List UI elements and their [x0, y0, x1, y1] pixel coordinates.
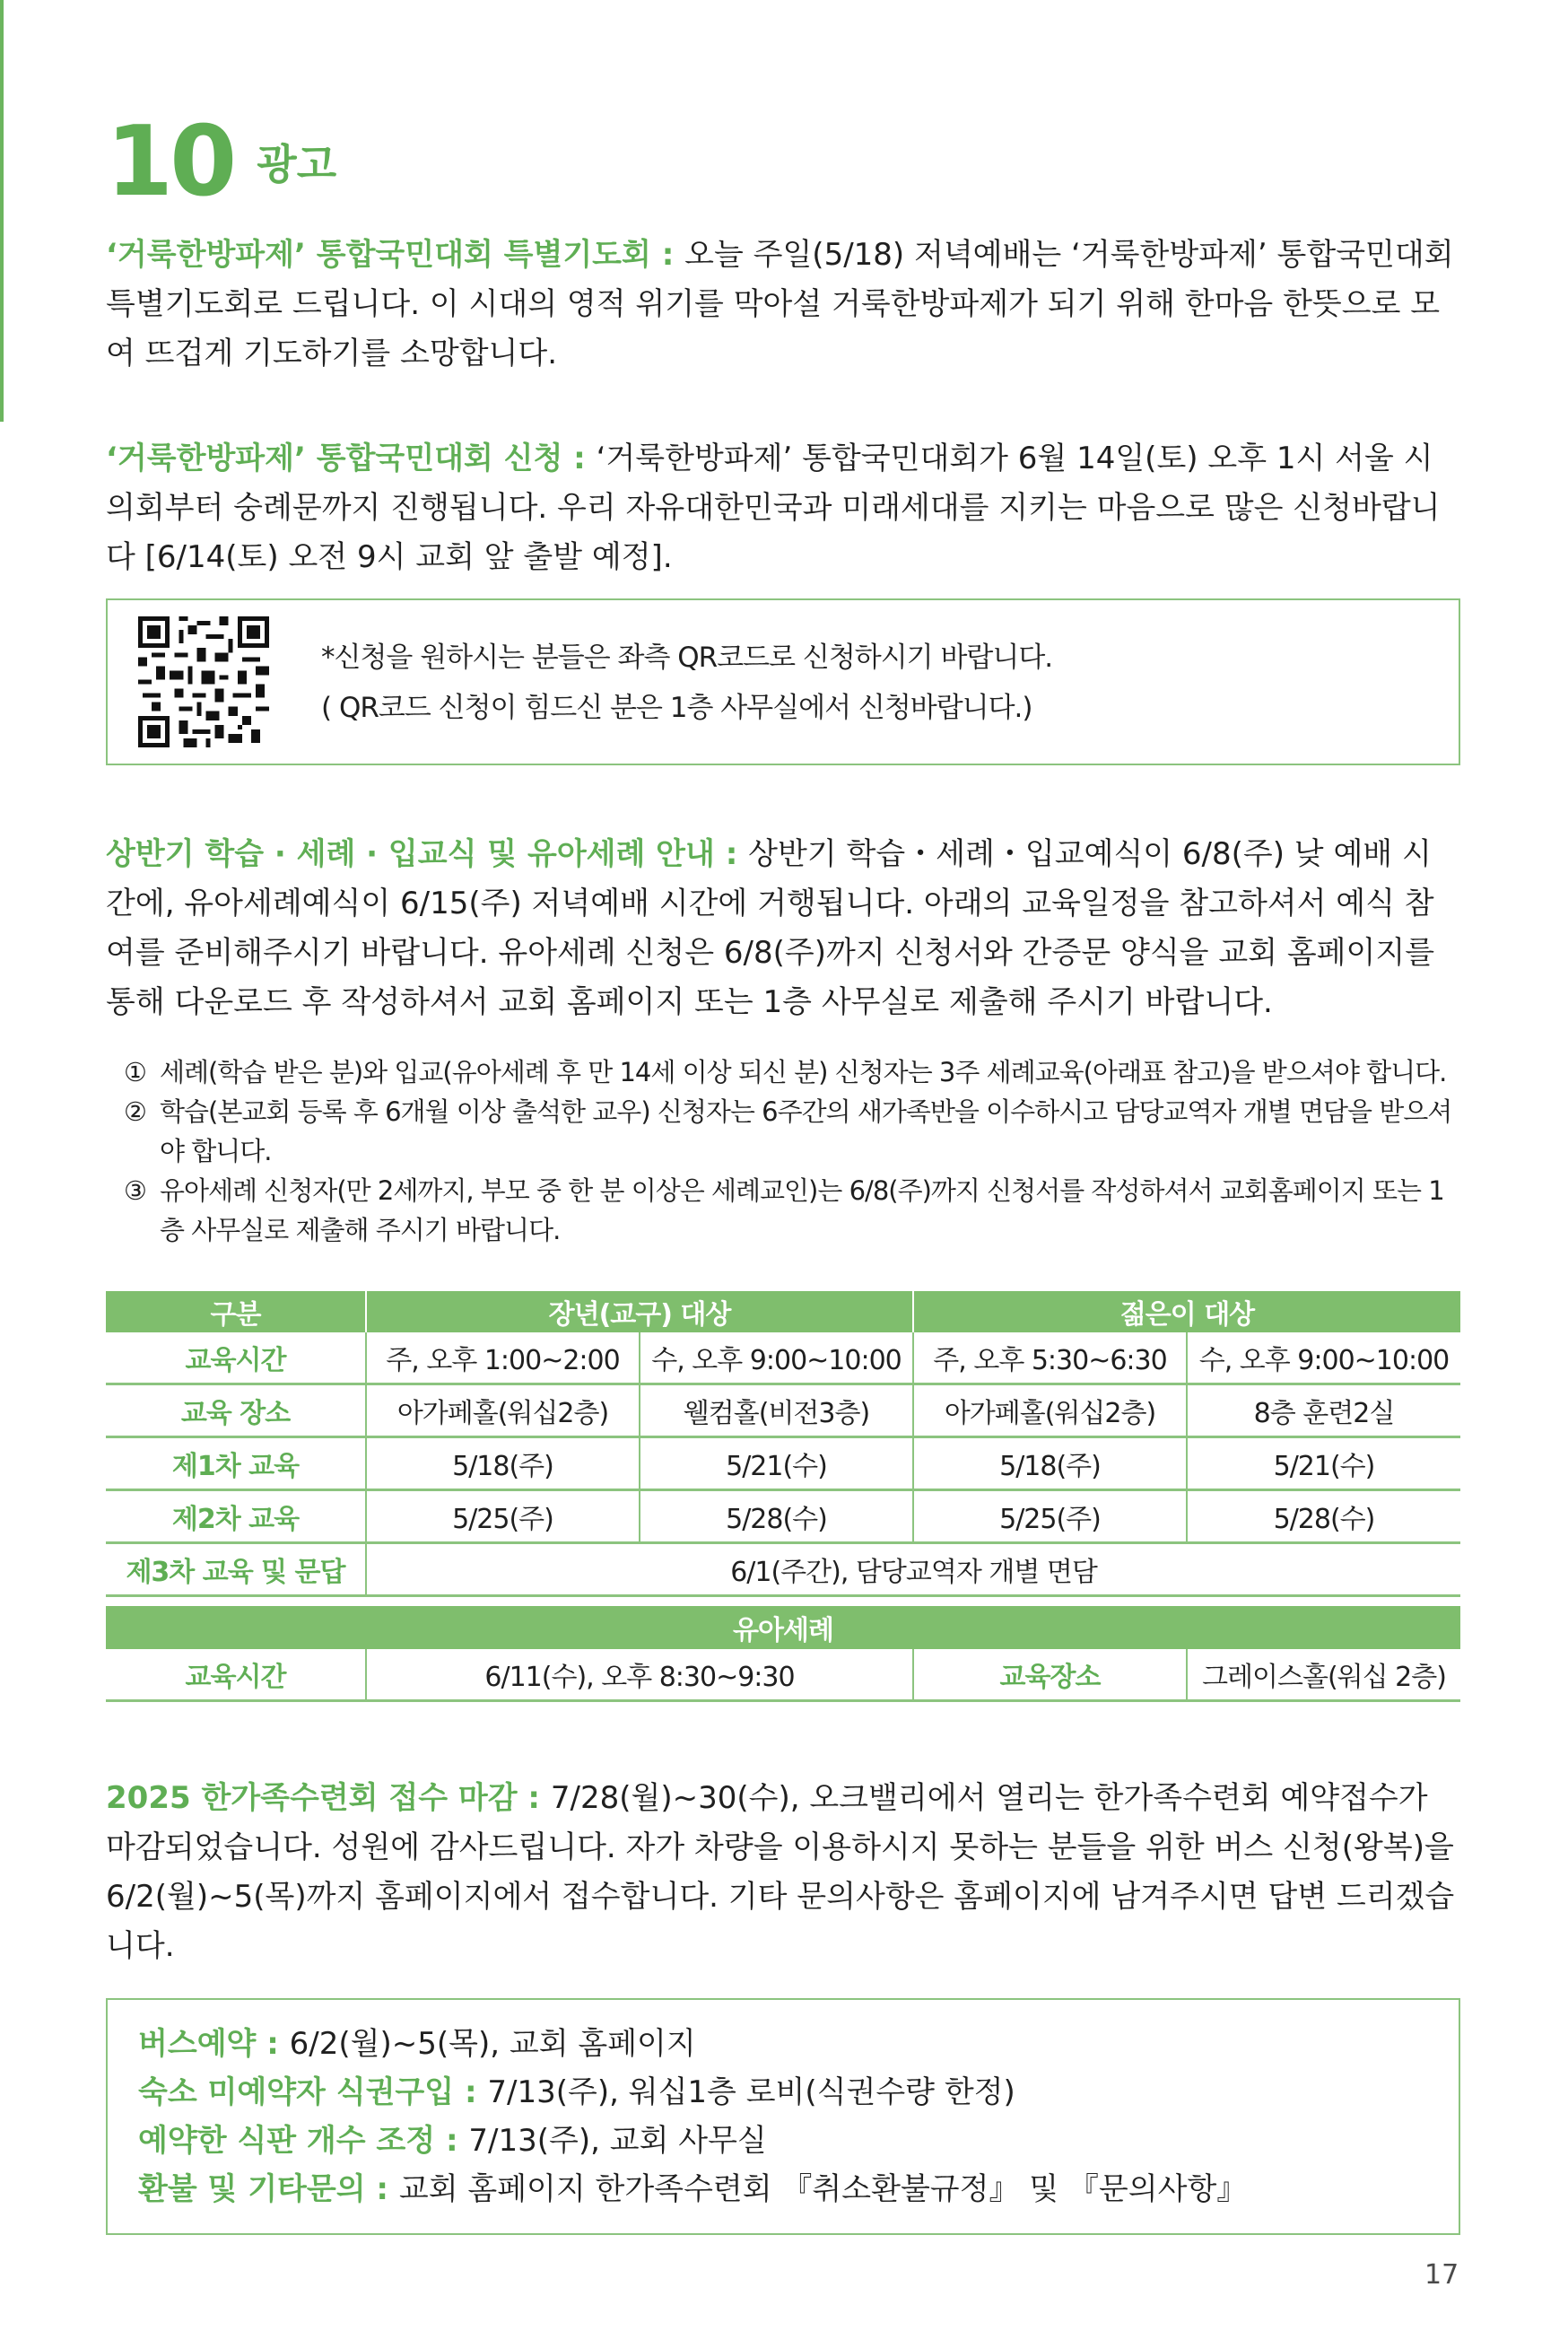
info-label: 예약한 식판 개수 조정 :	[138, 2123, 469, 2159]
table-cell: 5/21(수)	[640, 1437, 913, 1490]
info-item	[138, 2068, 1428, 2117]
row-label: 제2차 교육	[106, 1490, 366, 1543]
info-label: 버스예약 :	[138, 2026, 290, 2062]
table-row	[106, 1384, 1460, 1437]
table-cell: 아가페홀(워십2층)	[913, 1384, 1187, 1437]
table-cell: 수, 오후 9:00~10:00	[1187, 1332, 1460, 1384]
info-item	[138, 2117, 1428, 2165]
info-item	[138, 2165, 1428, 2213]
header-category: 구분	[106, 1291, 366, 1332]
table-cell: 주, 오후 5:30~6:30	[913, 1332, 1187, 1384]
notice-prayer-meeting	[106, 231, 1460, 379]
notice-title: ‘거룩한방파제’ 통합국민대회 신청 :	[106, 441, 597, 476]
infant-baptism-header-row	[106, 1606, 1460, 1649]
notice-body: 오늘 주일(5/18) 저녁예배는 ‘거룩한방파제’ 통합국민대회 특별기도회로 드립니다. 이 시대의 영적 위기를 막아설 거룩한방파제가 되기 위해 한마음 한뜻으로 모여 뜨겁게 기도하기를 소망합니다.	[106, 237, 1454, 371]
qr-instructions	[321, 633, 1052, 733]
table-cell: 5/18(주)	[366, 1437, 640, 1490]
infant-baptism-title: 유아세례	[106, 1606, 1460, 1649]
table-cell: 6/1(주간), 담당교역자 개별 면담	[366, 1543, 1460, 1596]
table-cell: 6/11(수), 오후 8:30~9:30	[366, 1649, 913, 1701]
notice-title: ‘거룩한방파제’ 통합국민대회 특별기도회 :	[106, 237, 685, 273]
section-number: 10	[106, 106, 234, 218]
info-text: 6/2(월)~5(목), 교회 홈페이지	[289, 2026, 696, 2062]
qr-instruction-line: ( QR코드 신청이 힘드신 분은 1층 사무실에서 신청바랍니다.)	[321, 692, 1032, 724]
notice-rally-registration	[106, 434, 1460, 582]
table-row	[106, 1543, 1460, 1596]
retreat-info-box	[106, 1998, 1460, 2235]
section-title: 광고	[257, 140, 337, 188]
table-cell: 5/28(수)	[640, 1490, 913, 1543]
row-label: 교육 장소	[106, 1384, 366, 1437]
table-cell: 5/25(주)	[366, 1490, 640, 1543]
table-row	[106, 1649, 1460, 1701]
row-label: 교육시간	[106, 1332, 366, 1384]
page-content	[106, 106, 1460, 2235]
table-cell: 주, 오후 1:00~2:00	[366, 1332, 640, 1384]
table-header-row	[106, 1291, 1460, 1332]
table-cell: 웰컴홀(비전3층)	[640, 1384, 913, 1437]
note-text: 유아세례 신청자(만 2세까지, 부모 중 한 분 이상은 세례교인)는 6/8(주)까지 신청서를 작성하셔서 교회홈페이지 또는 1층 사무실로 제출해 주시기 바랍니다.	[160, 1175, 1444, 1245]
note-item	[124, 1171, 1460, 1250]
qr-code-icon[interactable]	[138, 616, 269, 747]
table-cell: 5/25(주)	[913, 1490, 1187, 1543]
page-number: 17	[1424, 2259, 1459, 2291]
info-text: 7/13(주), 교회 사무실	[468, 2123, 767, 2159]
section-header	[106, 106, 1460, 218]
notice-title: 2025 한가족수련회 접수 마감 :	[106, 1780, 551, 1816]
note-item	[124, 1092, 1460, 1171]
row-label: 교육시간	[106, 1649, 366, 1701]
notice-body: 상반기 학습・세례・입교예식이 6/8(주) 낮 예배 시간에, 유아세례예식이 6/15(주) 저녁예배 시간에 거행됩니다. 아래의 교육일정을 참고하셔서 예식 참여를 준비해주시기 바랍니다. 유아세례 신청은 6/8(주)까지 신청서와 간증문 양식을 교회 홈페이지를 통해 다운로드 후 작성하셔서 교회 홈페이지 또는 1층 사무실로 제출해 주시기 바랍니다.	[106, 836, 1435, 1020]
info-text: 교회 홈페이지 한가족수련회 『취소환불규정』 및 『문의사항』	[398, 2171, 1248, 2207]
table-cell: 아가페홀(워십2층)	[366, 1384, 640, 1437]
notice-baptism	[106, 830, 1460, 1027]
info-item	[138, 2020, 1428, 2068]
notice-body: 7/28(월)~30(수), 오크밸리에서 열리는 한가족수련회 예약접수가 마감되었습니다. 성원에 감사드립니다. 자가 차량을 이용하시지 못하는 분들을 위한 버스 신청(왕복)을 6/2(월)~5(목)까지 홈페이지에서 접수합니다. 기타 문의사항은 홈페이지에 남겨주시면 답변 드리겠습니다.	[106, 1780, 1455, 1964]
note-number: ②	[124, 1096, 146, 1127]
row-label: 교육장소	[913, 1649, 1187, 1701]
notice-body: ‘거룩한방파제’ 통합국민대회가 6월 14일(토) 오후 1시 서울 시의회부터 숭례문까지 진행됩니다. 우리 자유대한민국과 미래세대를 지키는 마음으로 많은 신청바랍니다 [6/14(토) 오전 9시 교회 앞 출발 예정].	[106, 441, 1441, 575]
table-row	[106, 1490, 1460, 1543]
qr-info-box	[106, 598, 1460, 765]
table-cell: 5/28(수)	[1187, 1490, 1460, 1543]
info-label: 숙소 미예약자 식권구입 :	[138, 2074, 488, 2110]
table-cell: 수, 오후 9:00~10:00	[640, 1332, 913, 1384]
note-number: ③	[124, 1175, 146, 1206]
info-label: 환불 및 기타문의 :	[138, 2171, 399, 2207]
table-cell: 5/21(수)	[1187, 1437, 1460, 1490]
note-text: 세례(학습 받은 분)와 입교(유아세례 후 만 14세 이상 되신 분) 신청자는 3주 세례교육(아래표 참고)을 받으셔야 합니다.	[160, 1057, 1447, 1087]
qr-instruction-line: *신청을 원하시는 분들은 좌측 QR코드로 신청하시기 바랍니다.	[321, 642, 1053, 674]
notice-title: 상반기 학습 · 세례 · 입교식 및 유아세례 안내 :	[106, 836, 749, 872]
left-accent-rule	[0, 0, 4, 422]
header-adult: 장년(교구) 대상	[366, 1291, 913, 1332]
note-item	[124, 1052, 1460, 1092]
baptism-notes	[124, 1052, 1460, 1250]
notice-family-retreat	[106, 1774, 1460, 1971]
header-youth: 젊은이 대상	[913, 1291, 1460, 1332]
table-row	[106, 1437, 1460, 1490]
table-row	[106, 1332, 1460, 1384]
note-number: ①	[124, 1057, 146, 1087]
table-cell: 5/18(주)	[913, 1437, 1187, 1490]
row-label: 제3차 교육 및 문답	[106, 1543, 366, 1596]
info-text: 7/13(주), 워십1층 로비(식권수량 한정)	[487, 2074, 1015, 2110]
table-cell: 8층 훈련2실	[1187, 1384, 1460, 1437]
row-label: 제1차 교육	[106, 1437, 366, 1490]
education-schedule-table	[106, 1291, 1460, 1702]
note-text: 학습(본교회 등록 후 6개월 이상 출석한 교우) 신청자는 6주간의 새가족반을 이수하시고 담당교역자 개별 면담을 받으셔야 합니다.	[160, 1096, 1452, 1166]
table-cell: 그레이스홀(워십 2층)	[1187, 1649, 1460, 1701]
